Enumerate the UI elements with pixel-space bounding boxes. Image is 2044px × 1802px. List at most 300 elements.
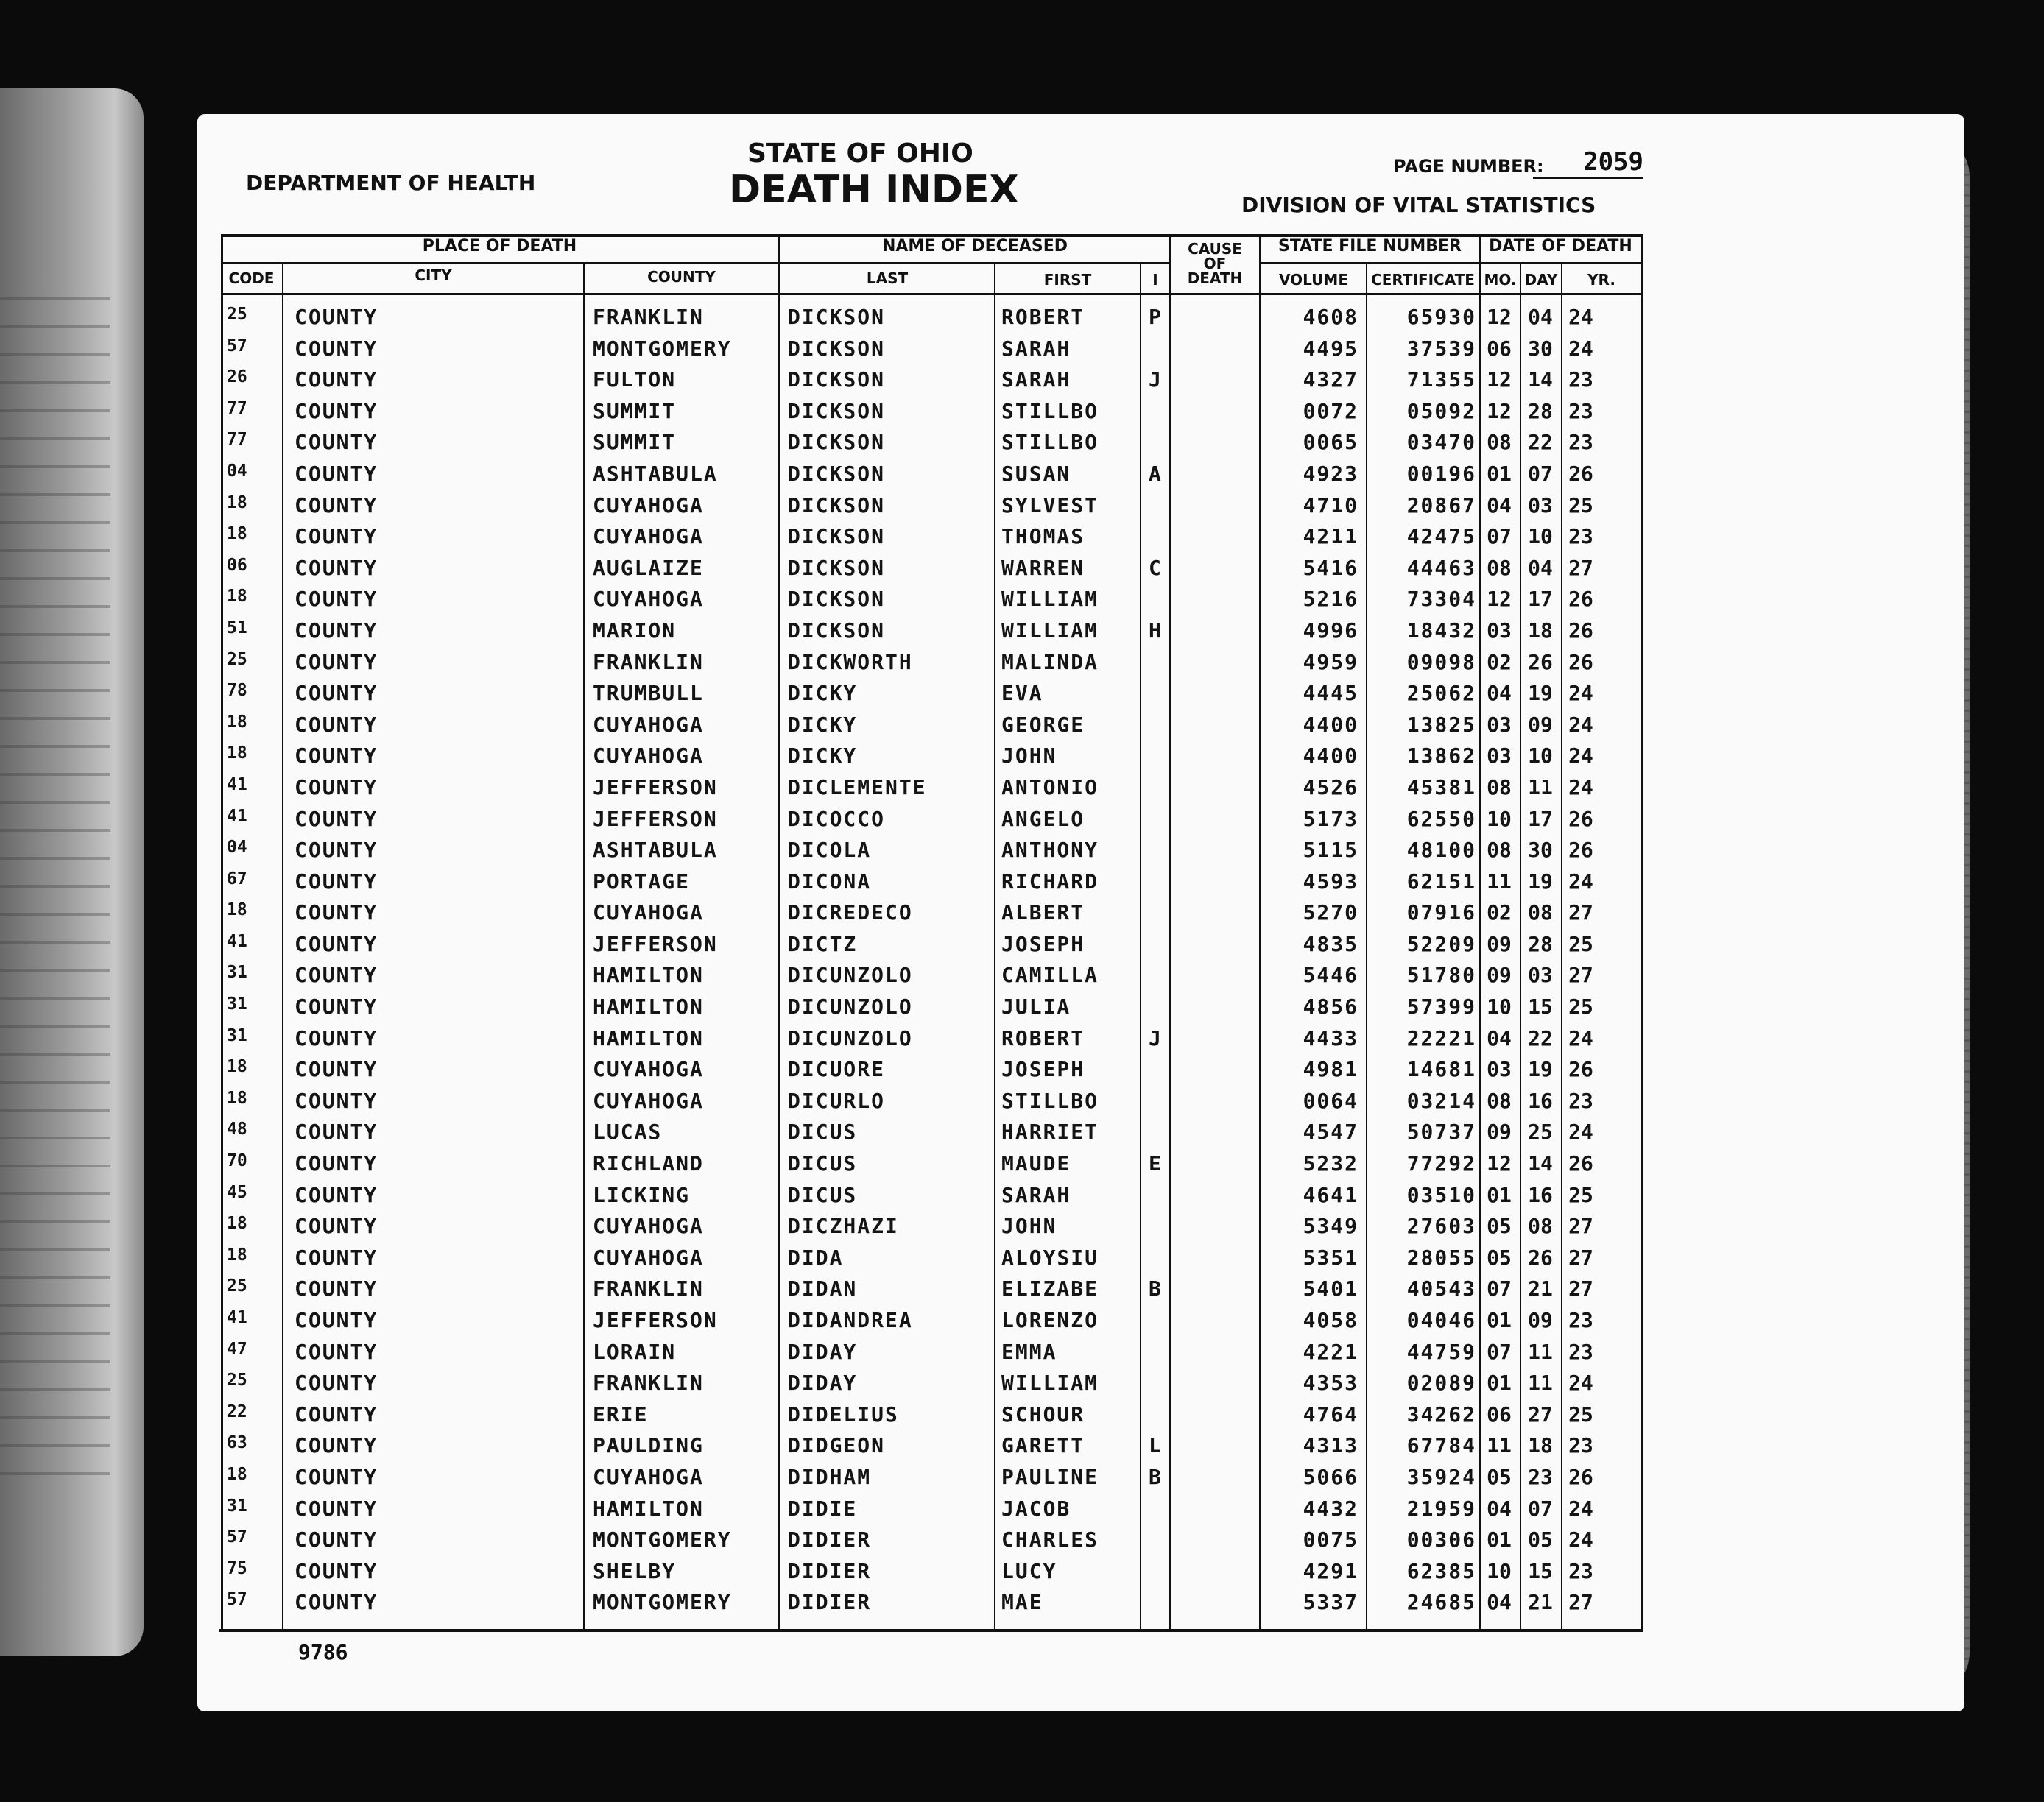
code-cell: 25 [227,1276,247,1296]
certificate-cell: 20867 [1406,492,1476,517]
table-row [221,459,1642,490]
table-row [221,1337,1642,1368]
last-name-cell: DICKSON [788,555,886,580]
code-cell: 18 [227,900,247,920]
first-name-cell: MAE [1001,1590,1043,1615]
code-cell: 18 [227,743,247,763]
table-row [221,866,1642,898]
table-row [221,772,1642,804]
county-cell: MONTGOMERY [593,1590,732,1615]
place-of-death-header: PLACE OF DEATH [422,237,577,255]
volume-cell: 4400 [1303,743,1358,768]
county-cell: ASHTABULA [593,461,718,486]
city-cell: COUNTY [295,743,378,768]
month-cell: 12 [1487,305,1512,329]
last-name-cell: DICKSON [788,461,886,486]
year-cell: 23 [1568,524,1593,549]
day-cell: 09 [1528,712,1553,737]
first-name-cell: JACOB [1001,1496,1071,1521]
year-cell: 24 [1568,774,1593,799]
code-cell: 18 [227,492,247,512]
city-cell: COUNTY [295,1402,378,1427]
certificate-cell: 27603 [1406,1214,1476,1239]
city-cell: COUNTY [295,1057,378,1082]
code-cell: 57 [227,1590,247,1610]
first-name-cell: THOMAS [1001,524,1085,549]
city-cell: COUNTY [295,838,378,863]
table-row [221,1556,1642,1588]
volume-cell: 4058 [1303,1308,1358,1332]
county-cell: CUYAHOGA [593,1214,704,1239]
county-cell: HAMILTON [593,963,704,988]
month-cell: 05 [1487,1245,1512,1270]
day-cell: 19 [1528,1057,1553,1082]
first-name-cell: CHARLES [1001,1527,1099,1552]
county-cell: PAULDING [593,1433,704,1458]
month-cell: 01 [1487,1308,1512,1332]
day-cell: 22 [1528,430,1553,455]
month-cell: 09 [1487,963,1512,988]
first-name-cell: WARREN [1001,555,1085,580]
first-name-cell: ALOYSIU [1001,1245,1099,1270]
initial-cell: B [1149,1464,1163,1489]
year-cell: 24 [1568,681,1593,706]
month-cell: 07 [1487,1276,1512,1301]
volume-cell: 4959 [1303,649,1358,674]
county-cell: CUYAHOGA [593,1464,704,1489]
year-cell: 27 [1568,1276,1593,1301]
last-name-cell: DIDIER [788,1590,872,1615]
volume-cell: 4445 [1303,681,1358,706]
county-cell: SHELBY [593,1558,677,1583]
certificate-cell: 44759 [1406,1339,1476,1364]
code-cell: 45 [227,1182,247,1202]
year-cell: 24 [1568,869,1593,894]
certificate-cell: 28055 [1406,1245,1476,1270]
last-name-cell: DICKSON [788,618,886,643]
page-title: DEATH INDEX [729,168,1019,212]
certificate-cell: 40543 [1406,1276,1476,1301]
last-name-cell: DICKSON [788,305,886,329]
city-cell: COUNTY [295,1339,378,1364]
year-cell: 27 [1568,1590,1593,1615]
city-cell: COUNTY [295,681,378,706]
city-cell: COUNTY [295,1245,378,1270]
month-cell: 09 [1487,931,1512,956]
city-cell: COUNTY [295,1151,378,1176]
county-cell: CUYAHOGA [593,492,704,517]
table-row [221,302,1642,333]
volume-cell: 4291 [1303,1558,1358,1583]
first-name-cell: SCHOUR [1001,1402,1085,1427]
day-cell: 15 [1528,1558,1553,1583]
month-cell: 08 [1487,838,1512,863]
table-row [221,1305,1642,1337]
day-cell: 09 [1528,1308,1553,1332]
certificate-header: CERTIFICATE [1371,271,1475,289]
city-cell: COUNTY [295,1464,378,1489]
volume-cell: 4526 [1303,774,1358,799]
code-cell: 77 [227,398,247,418]
city-cell: COUNTY [295,336,378,361]
year-cell: 23 [1568,1558,1593,1583]
last-name-cell: DICOCCO [788,806,886,831]
day-cell: 10 [1528,743,1553,768]
year-cell: 24 [1568,1496,1593,1521]
certificate-cell: 03214 [1406,1088,1476,1113]
last-name-cell: DICKSON [788,367,886,392]
volume-cell: 4835 [1303,931,1358,956]
table-row [221,396,1642,428]
city-cell: COUNTY [295,1120,378,1145]
volume-cell: 5066 [1303,1464,1358,1489]
year-cell: 25 [1568,994,1593,1020]
first-name-cell: ALBERT [1001,900,1085,925]
volume-cell: 4710 [1303,492,1358,517]
state-label: STATE OF OHIO [747,138,973,169]
month-cell: 03 [1487,743,1512,768]
last-name-cell: DICKWORTH [788,649,913,674]
first-name-cell: ANGELO [1001,806,1085,831]
first-name-cell: SYLVEST [1001,492,1099,517]
day-cell: 07 [1528,1496,1553,1521]
last-name-cell: DICUNZOLO [788,1025,913,1050]
year-cell: 27 [1568,1214,1593,1239]
certificate-cell: 52209 [1406,931,1476,956]
code-cell: 18 [227,1214,247,1234]
certificate-cell: 03470 [1406,430,1476,455]
volume-cell: 4981 [1303,1057,1358,1082]
month-cell: 03 [1487,1057,1512,1082]
code-cell: 31 [227,963,247,983]
certificate-cell: 34262 [1406,1402,1476,1427]
initial-cell: J [1149,367,1163,392]
day-cell: 21 [1528,1590,1553,1615]
initial-cell: L [1149,1433,1163,1458]
year-cell: 24 [1568,1527,1593,1552]
first-name-cell: STILLBO [1001,430,1099,455]
day-cell: 15 [1528,994,1553,1020]
city-cell: COUNTY [295,430,378,455]
first-name-cell: MALINDA [1001,649,1099,674]
last-name-cell: DICUNZOLO [788,994,913,1020]
county-cell: LORAIN [593,1339,677,1364]
code-cell: 06 [227,555,247,575]
year-cell: 23 [1568,398,1593,423]
table-row [221,741,1642,772]
first-name-cell: HARRIET [1001,1120,1099,1145]
day-cell: 17 [1528,806,1553,831]
table-row [221,1430,1642,1462]
county-cell: JEFFERSON [593,806,718,831]
volume-cell: 4433 [1303,1025,1358,1050]
certificate-cell: 50737 [1406,1120,1476,1145]
volume-cell: 5349 [1303,1214,1358,1239]
year-cell: 25 [1568,492,1593,517]
first-name-cell: JOHN [1001,743,1057,768]
code-cell: 47 [227,1339,247,1359]
table-row [221,1023,1642,1055]
table-row [221,1462,1642,1494]
year-cell: 24 [1568,1025,1593,1050]
volume-cell: 0075 [1303,1527,1358,1552]
last-name-cell: DICUS [788,1151,858,1176]
county-header: COUNTY [647,268,716,286]
city-cell: COUNTY [295,587,378,612]
volume-cell: 4400 [1303,712,1358,737]
year-cell: 25 [1568,931,1593,956]
table-row [221,364,1642,396]
volume-cell: 5115 [1303,838,1358,863]
table-row [221,1587,1642,1619]
initial-header: I [1152,271,1158,289]
month-cell: 10 [1487,1558,1512,1583]
initial-cell: J [1149,1025,1163,1050]
last-name-header: LAST [866,269,909,287]
year-cell: 27 [1568,1245,1593,1270]
day-cell: 03 [1528,492,1553,517]
certificate-cell: 42475 [1406,524,1476,549]
code-cell: 31 [227,1496,247,1516]
certificate-cell: 13825 [1406,712,1476,737]
column-header-divider [221,293,1643,295]
last-name-cell: DICKSON [788,524,886,549]
table-row [221,678,1642,710]
table-row [221,804,1642,835]
last-name-cell: DICUS [788,1120,858,1145]
first-name-cell: JULIA [1001,994,1071,1020]
city-cell: COUNTY [295,492,378,517]
day-cell: 10 [1528,524,1553,549]
year-cell: 24 [1568,1371,1593,1396]
county-cell: CUYAHOGA [593,712,704,737]
city-cell: COUNTY [295,712,378,737]
code-cell: 31 [227,994,247,1014]
county-cell: JEFFERSON [593,1308,718,1332]
month-cell: 01 [1487,1527,1512,1552]
certificate-cell: 67784 [1406,1433,1476,1458]
code-cell: 57 [227,1527,247,1547]
volume-cell: 4327 [1303,367,1358,392]
first-name-cell: SARAH [1001,336,1071,361]
certificate-cell: 13862 [1406,743,1476,768]
city-cell: COUNTY [295,1214,378,1239]
county-cell: CUYAHOGA [593,1057,704,1082]
group-header-divider [221,262,1171,264]
volume-cell: 5446 [1303,963,1358,988]
certificate-cell: 14681 [1406,1057,1476,1082]
volume-cell: 4923 [1303,461,1358,486]
volume-cell: 5337 [1303,1590,1358,1615]
day-cell: 08 [1528,1214,1553,1239]
last-name-cell: DIDIER [788,1558,872,1583]
code-cell: 77 [227,430,247,450]
code-cell: 18 [227,1464,247,1484]
certificate-cell: 62151 [1406,869,1476,894]
day-cell: 04 [1528,305,1553,329]
code-cell: 70 [227,1151,247,1171]
county-cell: PORTAGE [593,869,691,894]
first-name-cell: JOSEPH [1001,1057,1085,1082]
year-cell: 26 [1568,1464,1593,1489]
certificate-cell: 00306 [1406,1527,1476,1552]
county-cell: CUYAHOGA [593,743,704,768]
last-name-cell: DICTZ [788,931,858,956]
county-cell: HAMILTON [593,1025,704,1050]
county-cell: FULTON [593,367,677,392]
city-cell: COUNTY [295,398,378,423]
code-cell: 41 [227,1308,247,1327]
table-row [221,1494,1642,1525]
day-cell: 30 [1528,336,1553,361]
last-name-cell: DIDANDREA [788,1308,913,1332]
county-cell: ASHTABULA [593,838,718,863]
county-cell: CUYAHOGA [593,900,704,925]
volume-cell: 4313 [1303,1433,1358,1458]
last-name-cell: DICONA [788,869,872,894]
volume-cell: 0065 [1303,430,1358,455]
city-cell: COUNTY [295,1025,378,1050]
city-cell: COUNTY [295,1088,378,1113]
city-cell: COUNTY [295,1433,378,1458]
code-cell: 67 [227,869,247,888]
certificate-cell: 51780 [1406,963,1476,988]
last-name-cell: DICKSON [788,430,886,455]
table-row [221,1117,1642,1148]
city-cell: COUNTY [295,1371,378,1396]
day-cell: 18 [1528,1433,1553,1458]
day-cell: 16 [1528,1088,1553,1113]
table-row [221,1180,1642,1212]
month-cell: 12 [1487,587,1512,612]
certificate-cell: 62385 [1406,1558,1476,1583]
county-cell: JEFFERSON [593,931,718,956]
table-row [221,490,1642,522]
county-cell: LICKING [593,1182,691,1207]
year-cell: 27 [1568,963,1593,988]
table-row [221,1399,1642,1431]
first-name-cell: SUSAN [1001,461,1071,486]
volume-cell: 5351 [1303,1245,1358,1270]
code-cell: 57 [227,336,247,356]
year-cell: 24 [1568,712,1593,737]
day-cell: 11 [1528,1339,1553,1364]
day-cell: 11 [1528,1371,1553,1396]
volume-cell: 5270 [1303,900,1358,925]
county-cell: LUCAS [593,1120,663,1145]
city-cell: COUNTY [295,555,378,580]
last-name-cell: DICKSON [788,398,886,423]
year-cell: 26 [1568,838,1593,863]
city-cell: COUNTY [295,367,378,392]
year-header: YR. [1587,271,1615,289]
month-cell: 05 [1487,1214,1512,1239]
code-cell: 63 [227,1433,247,1453]
month-cell: 12 [1487,1151,1512,1176]
first-name-cell: ELIZABE [1001,1276,1099,1301]
certificate-cell: 22221 [1406,1025,1476,1050]
certificate-cell: 21959 [1406,1496,1476,1521]
initial-cell: A [1149,461,1163,486]
certificate-cell: 77292 [1406,1151,1476,1176]
year-cell: 24 [1568,336,1593,361]
first-name-cell: SARAH [1001,1182,1071,1207]
city-cell: COUNTY [295,1496,378,1521]
month-header: MO. [1484,271,1517,289]
year-cell: 26 [1568,806,1593,831]
city-cell: COUNTY [295,931,378,956]
first-name-cell: GARETT [1001,1433,1085,1458]
day-cell: 17 [1528,587,1553,612]
month-cell: 02 [1487,900,1512,925]
year-cell: 25 [1568,1402,1593,1427]
day-header: DAY [1524,271,1558,289]
code-cell: 41 [227,806,247,826]
month-cell: 07 [1487,524,1512,549]
volume-cell: 4221 [1303,1339,1358,1364]
month-cell: 08 [1487,430,1512,455]
initial-cell: E [1149,1151,1163,1176]
volume-cell: 5232 [1303,1151,1358,1176]
volume-cell: 4641 [1303,1182,1358,1207]
day-cell: 03 [1528,963,1553,988]
first-name-cell: SARAH [1001,367,1071,392]
county-cell: FRANKLIN [593,1276,704,1301]
last-name-cell: DICUNZOLO [788,963,913,988]
department-label: DEPARTMENT OF HEALTH [246,171,536,195]
first-name-cell: STILLBO [1001,1088,1099,1113]
city-cell: COUNTY [295,774,378,799]
city-cell: COUNTY [295,305,378,329]
first-name-cell: ROBERT [1001,305,1085,329]
code-cell: 26 [227,367,247,387]
day-cell: 19 [1528,869,1553,894]
city-cell: COUNTY [295,1182,378,1207]
month-cell: 08 [1487,774,1512,799]
last-name-cell: DICKY [788,712,858,737]
volume-cell: 4353 [1303,1371,1358,1396]
certificate-cell: 57399 [1406,994,1476,1020]
table-row [221,960,1642,992]
year-cell: 23 [1568,367,1593,392]
month-cell: 01 [1487,461,1512,486]
table-row [221,553,1642,584]
county-cell: HAMILTON [593,1496,704,1521]
table-row [221,710,1642,741]
county-cell: FRANKLIN [593,305,704,329]
county-cell: CUYAHOGA [593,1245,704,1270]
day-cell: 26 [1528,1245,1553,1270]
month-cell: 08 [1487,1088,1512,1113]
month-cell: 06 [1487,1402,1512,1427]
volume-cell: 5216 [1303,587,1358,612]
year-cell: 27 [1568,555,1593,580]
day-cell: 11 [1528,774,1553,799]
county-cell: MONTGOMERY [593,1527,732,1552]
table-row [221,333,1642,365]
form-number: 9786 [298,1640,348,1664]
day-cell: 28 [1528,931,1553,956]
page-number-label: PAGE NUMBER: [1393,156,1544,177]
county-cell: SUMMIT [593,398,677,423]
month-cell: 01 [1487,1182,1512,1207]
table-row [221,1148,1642,1180]
volume-cell: 0072 [1303,398,1358,423]
city-cell: COUNTY [295,869,378,894]
certificate-cell: 04046 [1406,1308,1476,1332]
certificate-cell: 18432 [1406,618,1476,643]
volume-cell: 4593 [1303,869,1358,894]
